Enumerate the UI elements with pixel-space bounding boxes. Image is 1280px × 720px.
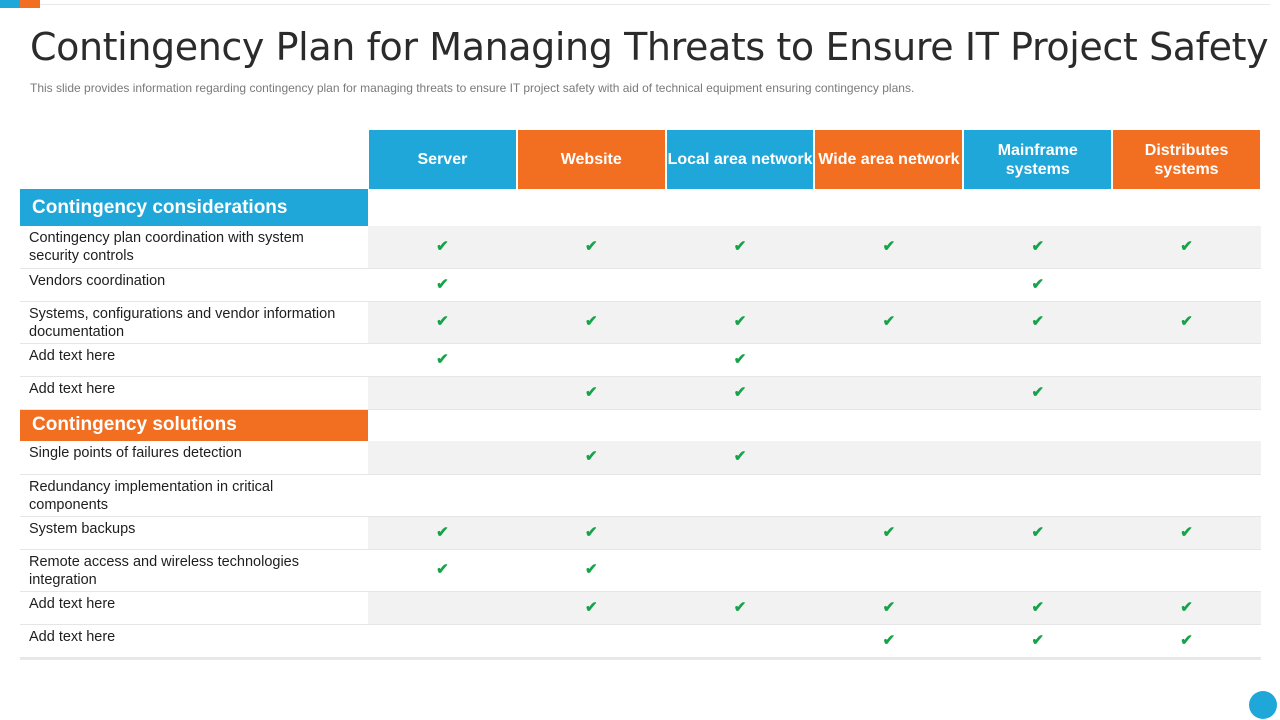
check-icon: ✔	[733, 313, 747, 330]
matrix-cell	[1112, 343, 1261, 376]
matrix-cell	[814, 549, 963, 591]
check-icon: ✔	[882, 631, 896, 649]
matrix-cell	[814, 624, 963, 657]
check-icon: ✔	[733, 598, 747, 616]
table-row	[20, 516, 1261, 549]
matrix-cell	[814, 301, 963, 343]
table-row	[20, 343, 1261, 376]
column-header-mainframe-systems: Mainframe systems	[963, 130, 1112, 189]
corner-circle-decoration	[1249, 691, 1277, 719]
check-icon: ✔	[1031, 275, 1045, 293]
table-row	[20, 301, 1261, 343]
check-icon: ✔	[1031, 383, 1045, 401]
check-icon: ✔	[882, 598, 896, 616]
check-icon: ✔	[1180, 237, 1193, 255]
check-icon: ✔	[436, 350, 449, 368]
matrix-cell	[517, 549, 666, 591]
matrix-table-wrap	[20, 130, 1261, 658]
check-icon: ✔	[584, 561, 598, 578]
check-icon: ✔	[1031, 598, 1045, 616]
check-icon: ✔	[882, 523, 896, 541]
table-row	[20, 268, 1261, 301]
matrix-cell	[666, 549, 815, 591]
row-label: Single points of failures detection	[20, 441, 368, 474]
matrix-cell	[666, 624, 815, 657]
column-header-server: Server	[368, 130, 517, 189]
matrix-cell	[368, 474, 517, 516]
matrix-cell	[1112, 516, 1261, 549]
matrix-cell	[814, 226, 963, 268]
matrix-cell	[963, 441, 1112, 474]
matrix-cell	[814, 441, 963, 474]
matrix-cell	[1112, 474, 1261, 516]
section-row-considerations	[20, 189, 1261, 226]
table-row	[20, 376, 1261, 409]
column-header-website: Website	[517, 130, 666, 189]
bottom-rule	[20, 658, 1261, 660]
matrix-cell	[814, 516, 963, 549]
matrix-cell	[1112, 549, 1261, 591]
matrix-cell	[368, 268, 517, 301]
matrix-cell	[814, 591, 963, 624]
matrix-cell	[517, 268, 666, 301]
check-icon: ✔	[584, 383, 598, 401]
matrix-cell	[1112, 441, 1261, 474]
matrix-cell	[963, 226, 1112, 268]
matrix-cell	[517, 343, 666, 376]
row-label: Systems, configurations and vendor information documentation	[20, 301, 368, 343]
check-icon: ✔	[584, 448, 598, 466]
section-title-solutions: Contingency solutions	[20, 409, 368, 441]
matrix-cell	[814, 343, 963, 376]
matrix-cell	[963, 376, 1112, 409]
matrix-cell	[517, 591, 666, 624]
matrix-cell	[368, 343, 517, 376]
row-label: Contingency plan coordination with system security controls	[20, 226, 368, 268]
check-icon: ✔	[1031, 313, 1045, 330]
matrix-cell	[963, 343, 1112, 376]
section-row-solutions	[20, 409, 1261, 441]
matrix-cell	[666, 591, 815, 624]
header-row	[20, 130, 1261, 189]
table-row	[20, 549, 1261, 591]
matrix-cell	[368, 516, 517, 549]
matrix-cell	[368, 549, 517, 591]
row-label: Add text here	[20, 591, 368, 624]
matrix-cell	[368, 591, 517, 624]
check-icon: ✔	[1031, 631, 1045, 649]
matrix-cell	[666, 376, 815, 409]
matrix-cell	[814, 268, 963, 301]
check-icon: ✔	[733, 237, 747, 255]
check-icon: ✔	[1031, 237, 1045, 255]
matrix-cell	[666, 226, 815, 268]
check-icon: ✔	[1180, 631, 1193, 649]
matrix-cell	[517, 441, 666, 474]
page-title: Contingency Plan for Managing Threats to Ensure IT Project Safety	[30, 25, 1269, 69]
table-row	[20, 226, 1261, 268]
matrix-cell	[963, 301, 1112, 343]
check-icon: ✔	[584, 523, 598, 541]
check-icon: ✔	[733, 383, 747, 401]
header-corner	[20, 130, 368, 189]
check-icon: ✔	[1180, 313, 1193, 330]
check-icon: ✔	[436, 237, 449, 255]
check-icon: ✔	[882, 313, 896, 330]
matrix-cell	[1112, 591, 1261, 624]
section-title-considerations: Contingency considerations	[20, 189, 368, 226]
column-header-local-area-network: Local area network	[666, 130, 815, 189]
check-icon: ✔	[584, 237, 598, 255]
matrix-cell	[368, 441, 517, 474]
row-label: Add text here	[20, 376, 368, 409]
check-icon: ✔	[733, 350, 747, 368]
check-icon: ✔	[584, 313, 598, 330]
matrix-cell	[666, 474, 815, 516]
row-label: Redundancy implementation in critical components	[20, 474, 368, 516]
matrix-cell	[1112, 376, 1261, 409]
row-label: Add text here	[20, 624, 368, 657]
matrix-cell	[517, 226, 666, 268]
matrix-cell	[1112, 301, 1261, 343]
row-label: Vendors coordination	[20, 268, 368, 301]
matrix-cell	[368, 376, 517, 409]
table-row	[20, 591, 1261, 624]
matrix-cell	[666, 301, 815, 343]
contingency-matrix	[20, 130, 1262, 658]
check-icon: ✔	[1031, 523, 1045, 541]
matrix-cell	[666, 516, 815, 549]
matrix-cell	[963, 268, 1112, 301]
row-label: Remote access and wireless technologies integration	[20, 549, 368, 591]
column-header-wide-area-network: Wide area network	[814, 130, 963, 189]
matrix-cell	[666, 441, 815, 474]
row-label: Add text here	[20, 343, 368, 376]
matrix-cell	[368, 301, 517, 343]
check-icon: ✔	[1180, 598, 1193, 616]
check-icon: ✔	[1180, 523, 1193, 541]
column-header-distributes-systems: Distributes systems	[1112, 130, 1261, 189]
table-row	[20, 441, 1261, 474]
matrix-cell	[368, 226, 517, 268]
matrix-cell	[666, 343, 815, 376]
page-subtitle: This slide provides information regarding contingency plan for managing threats to ensure IT project safety with aid of technical equipment ensuring contingency plans.	[30, 81, 915, 95]
matrix-cell	[1112, 268, 1261, 301]
matrix-cell	[517, 624, 666, 657]
matrix-cell	[1112, 624, 1261, 657]
check-icon: ✔	[436, 561, 449, 578]
matrix-cell	[517, 516, 666, 549]
check-icon: ✔	[436, 313, 449, 330]
matrix-cell	[814, 376, 963, 409]
corner-accent-orange	[20, 0, 40, 8]
check-icon: ✔	[436, 523, 449, 541]
check-icon: ✔	[436, 275, 449, 293]
matrix-cell	[963, 591, 1112, 624]
check-icon: ✔	[733, 448, 747, 466]
matrix-cell	[963, 549, 1112, 591]
matrix-cell	[517, 301, 666, 343]
check-icon: ✔	[882, 237, 896, 255]
top-rule	[40, 4, 1270, 5]
row-label: System backups	[20, 516, 368, 549]
matrix-cell	[963, 474, 1112, 516]
matrix-cell	[368, 624, 517, 657]
matrix-cell	[517, 474, 666, 516]
matrix-cell	[963, 624, 1112, 657]
matrix-cell	[666, 268, 815, 301]
matrix-cell	[1112, 226, 1261, 268]
matrix-cell	[814, 474, 963, 516]
table-row	[20, 474, 1261, 516]
matrix-cell	[517, 376, 666, 409]
table-row	[20, 624, 1261, 657]
matrix-cell	[963, 516, 1112, 549]
check-icon: ✔	[584, 598, 598, 616]
corner-accent-blue	[0, 0, 20, 8]
